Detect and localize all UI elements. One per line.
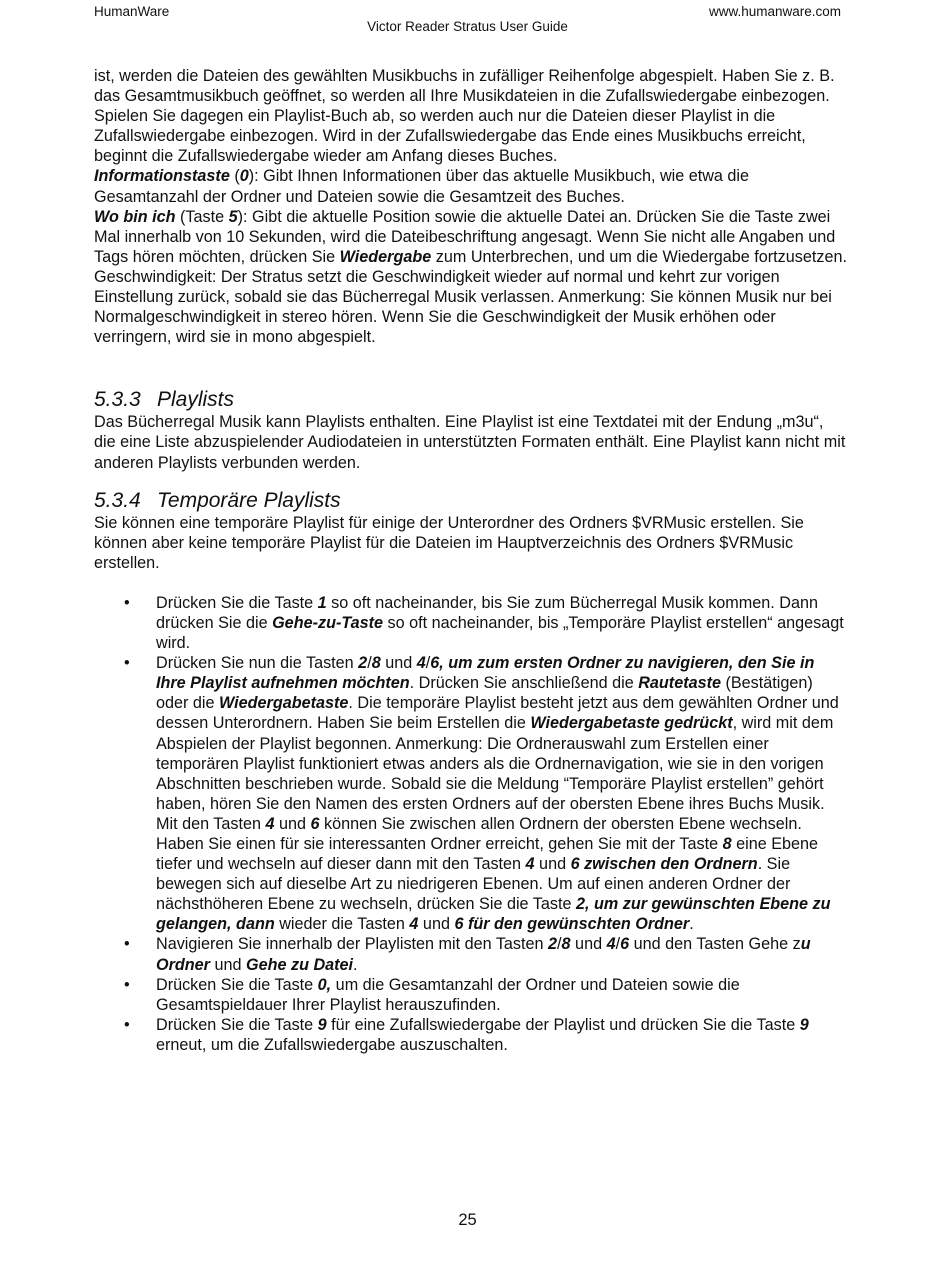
paragraph-info-key bbox=[94, 166, 848, 206]
paragraph-where-am-i bbox=[94, 207, 848, 267]
key-name: 9 bbox=[799, 1015, 809, 1034]
key-name: 2 bbox=[358, 654, 368, 673]
where-am-i-label: Wo bin ich bbox=[94, 207, 176, 226]
list-item bbox=[94, 593, 848, 653]
text: . Die temporäre Playlist besteht jetzt aus dem gewählten Ordner und dessen Unterordnern. Haben Sie beim Erstellen die bbox=[156, 694, 839, 733]
paragraph-playlists: Das Bücherregal Musik kann Playlists enthalten. Eine Playlist ist eine Textdatei mit der Endung „m3u“, die eine Liste abzuspielender Audiodateien in unterstützten Formaten enthält. Eine Playlist kann nicht mit anderen Playlists verbunden werden. bbox=[94, 413, 846, 472]
text: . Sie bewegen sich auf dieselbe Art zu niedrigeren Ebenen. Um auf einen anderen Ordner der nächsthöheren Ebene zu wechseln, drücken Sie die Taste bbox=[156, 855, 791, 914]
key-name: 6 bbox=[620, 935, 630, 954]
header-website: www.humanware.com bbox=[708, 4, 841, 19]
text: Drücken Sie die Taste bbox=[156, 1015, 318, 1034]
text: so oft nacheinander, bis Sie zum Bücherregal Musik kommen. Dann drücken Sie die bbox=[156, 593, 818, 632]
text: und bbox=[570, 935, 607, 954]
key-name: 1 bbox=[317, 593, 327, 612]
list-item bbox=[94, 653, 848, 934]
text: und bbox=[274, 814, 311, 833]
header-brand: HumanWare bbox=[94, 4, 170, 19]
section-title: Temporäre Playlists bbox=[157, 488, 341, 512]
page-content bbox=[94, 66, 848, 1055]
text: ( bbox=[229, 167, 240, 186]
text: (Bestätigen) oder die bbox=[156, 674, 813, 713]
paragraph-temporary-playlists: Sie können eine temporäre Playlist für einige der Unterordner des Ordners $VRMusic erstellen. Sie können aber keine temporäre Playlist für die Dateien im Hauptverzeichnis des Ordners $VRMusic erstellen. bbox=[94, 513, 804, 572]
key-name: 0 bbox=[239, 167, 249, 186]
key-name: 4 bbox=[525, 855, 535, 874]
text: und bbox=[209, 955, 246, 974]
key-name: 5 bbox=[228, 207, 238, 226]
instruction-list bbox=[94, 593, 848, 1055]
page-number: 25 bbox=[458, 1211, 477, 1229]
section-number: 5.3.4 bbox=[94, 488, 141, 512]
section-number: 5.3.3 bbox=[94, 388, 141, 412]
text: so oft nacheinander, bis „Temporäre Playlist erstellen“ angesagt wird. bbox=[156, 613, 844, 653]
key-name: 0, bbox=[317, 975, 332, 994]
paragraph-shuffle: ist, werden die Dateien des gewählten Musikbuchs in zufälliger Reihenfolge abgespielt. Haben Sie z. B. das Gesamtmusikbuch geöffnet, so werden all Ihre Musikdateien in die Zufallswiedergabe einbezogen. Spielen Sie dagegen ein Playlist-Buch ab, so werden auch nur die Dateien dieser Playlist in die Zufallswiedergabe einbezogen. Wird in der Zufallswiedergabe das Ende eines Musikbuchs erreicht, beginnt die Zufallswiedergabe wieder am Anfang dieses Buches. bbox=[94, 67, 835, 166]
key-name: 6 für den gewünschten Ordner bbox=[454, 915, 690, 934]
text: ): Gibt Ihnen Informationen über das aktuelle Musikbuch, wie etwa die Gesamtanzahl der Ordner und Dateien sowie die Gesamtzeit des Buches. bbox=[94, 167, 750, 206]
key-name: 4 bbox=[416, 654, 426, 673]
text: ): Gibt die aktuelle Position sowie die aktuelle Datei an. Drücken Sie die Taste zwei Mal innerhalb von 10 Sekunden, wird die Dateibeschriftung angesagt. Wenn Sie nicht alle Angaben und Tags hören möchten, drücken Sie bbox=[94, 207, 836, 266]
list-item bbox=[94, 975, 848, 1015]
section-title: Playlists bbox=[157, 388, 235, 412]
key-name: 2, um zur gewünschten Ebene zu gelangen, dann bbox=[156, 895, 831, 934]
key-name: 8 bbox=[722, 835, 732, 853]
text: und bbox=[418, 915, 455, 934]
text: / bbox=[615, 935, 621, 954]
text: / bbox=[557, 935, 562, 954]
key-name: Rautetaste bbox=[638, 674, 721, 693]
text: . Drücken Sie anschließend die bbox=[409, 674, 639, 693]
key-name: Wiedergabe bbox=[339, 247, 432, 266]
key-name: 6, um zum ersten Ordner zu navigieren, den Sie in Ihre Playlist aufnehmen möchten bbox=[156, 654, 815, 693]
text: zum Unterbrechen, und um die Wiedergabe fortzusetzen. bbox=[431, 247, 847, 266]
text: und bbox=[380, 654, 417, 673]
section-heading-temporary-playlists bbox=[94, 489, 848, 513]
key-name: 4 bbox=[265, 814, 275, 833]
key-name: Wiedergabetaste gedrückt bbox=[530, 714, 733, 733]
key-name: 9 bbox=[317, 1015, 327, 1034]
key-name: 8 bbox=[371, 654, 381, 673]
key-name: 6 zwischen den Ordnern bbox=[570, 855, 758, 874]
info-key-label: Informationstaste bbox=[94, 167, 230, 186]
list-item bbox=[94, 934, 848, 974]
key-name: 4 bbox=[606, 935, 616, 954]
text: Drücken Sie nun die Tasten bbox=[156, 654, 359, 673]
section-heading-playlists bbox=[94, 388, 848, 412]
text: eine Ebene tiefer und wechseln auf dieser dann mit den Tasten bbox=[156, 835, 819, 874]
key-name: Wiedergabetaste bbox=[219, 694, 349, 713]
text: . bbox=[689, 915, 694, 934]
text: für eine Zufallswiedergabe der Playlist und drücken Sie die Taste bbox=[326, 1015, 800, 1034]
header-document-title: Victor Reader Stratus User Guide bbox=[367, 19, 568, 34]
text: erneut, um die Zufallswiedergabe auszuschalten. bbox=[156, 1035, 508, 1054]
key-name: Gehe zu Datei bbox=[246, 955, 354, 974]
spacer bbox=[94, 573, 848, 593]
key-name: 2 bbox=[548, 935, 558, 954]
key-name: 8 bbox=[561, 935, 571, 954]
text: und bbox=[534, 855, 571, 874]
text: und den Tasten Gehe z bbox=[629, 935, 801, 954]
text: wieder die Tasten bbox=[274, 915, 410, 934]
text: Navigieren Sie innerhalb der Playlisten mit den Tasten bbox=[156, 935, 549, 954]
text: um die Gesamtanzahl der Ordner und Dateien sowie die Gesamtspieldauer Ihrer Playlist herauszufinden. bbox=[156, 975, 740, 1014]
key-name: u Ordner bbox=[156, 935, 811, 974]
key-name: Gehe-zu-Taste bbox=[272, 613, 384, 632]
text: . bbox=[353, 955, 358, 974]
text: / bbox=[425, 654, 431, 673]
text: Drücken Sie die Taste bbox=[156, 975, 318, 994]
text: , wird mit dem Abspielen der Playlist begonnen. Anmerkung: Die Ordnerauswahl zum Erstellen einer temporären Playlist funktioniert etwas anders als die Ordnernavigation, wie sie in den vorigen Abschnitten beschrieben wurde. Sobald sie die Meldung “Temporäre Playlist erstellen” gehört haben, hören Sie den Namen des ersten Ordners auf der obersten Ebene ihres Buchs Musik. Mit den Tasten bbox=[156, 714, 834, 833]
text: können Sie zwischen allen Ordnern der obersten Ebene wechseln. Haben Sie einen für sie interessanten Ordner erreicht, gehen Sie mit der Taste bbox=[156, 814, 802, 853]
paragraph-speed: Geschwindigkeit: Der Stratus setzt die Geschwindigkeit wieder auf normal und kehrt zur vorigen Einstellung zurück, sobald sie das Bücherregal Musik verlassen. Anmerkung: Sie können Musik nur bei Normalgeschwindigkeit in stereo hören. Wenn Sie die Geschwindigkeit der Musik erhöhen oder verringern, wird sie in mono abgespielt. bbox=[94, 267, 832, 347]
text: / bbox=[367, 654, 372, 673]
key-name: 6 bbox=[310, 814, 320, 833]
text: (Taste bbox=[175, 207, 229, 226]
key-name: 4 bbox=[409, 915, 419, 934]
list-item bbox=[94, 1015, 848, 1055]
text: Drücken Sie die Taste bbox=[156, 593, 318, 612]
